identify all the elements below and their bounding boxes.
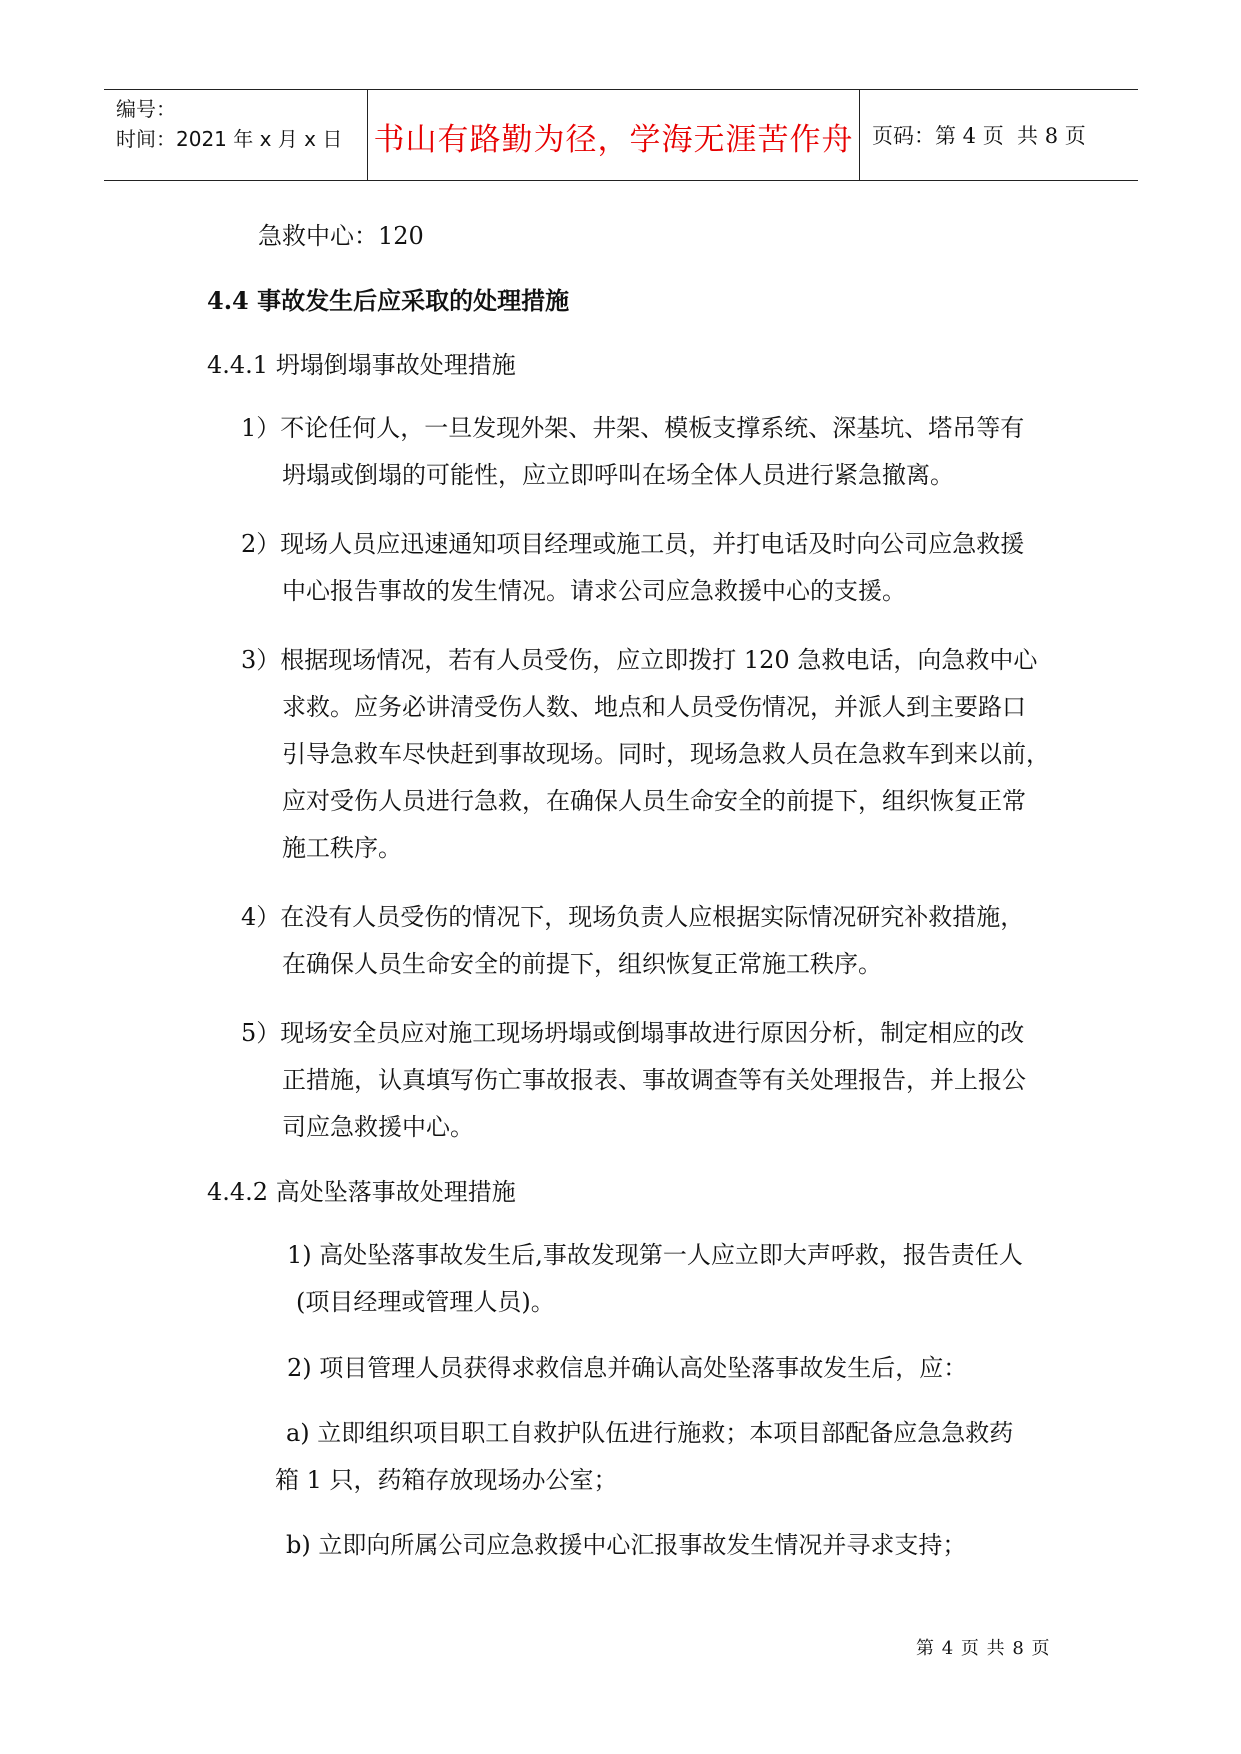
text-line: 3）根据现场情况，若有人员受伤，应立即拨打 120 急救电话，向急救中心 — [241, 646, 1038, 674]
text-line: 2）现场人员应迅速通知项目经理或施工员，并打电话及时向公司应急救援 — [241, 530, 1025, 558]
text-line: 2) 项目管理人员获得求救信息并确认高处坠落事故发生后，应： — [287, 1354, 968, 1382]
text-line: b) 立即向所属公司应急救援中心汇报事故发生情况并寻求支持； — [286, 1531, 967, 1559]
document-number-label: 编号： — [116, 97, 176, 121]
header-info — [104, 90, 368, 180]
text-line: 4）在没有人员受伤的情况下，现场负责人应根据实际情况研究补救措施， — [241, 903, 1025, 931]
text-line: 5）现场安全员应对施工现场坍塌或倒塌事故进行原因分析，制定相应的改 — [241, 1019, 1025, 1047]
text-line: 坍塌或倒塌的可能性，应立即呼叫在场全体人员进行紧急撤离。 — [282, 461, 954, 489]
subsection-heading: 4.4.1 坍塌倒塌事故处理措施 — [207, 351, 516, 379]
subsection-heading: 4.4.2 高处坠落事故处理措施 — [207, 1178, 516, 1206]
text-line: a) 立即组织项目职工自救护队伍进行施救；本项目部配备应急急救药 — [286, 1419, 1014, 1447]
text-line: (项目经理或管理人员)。 — [296, 1288, 555, 1316]
text-line: 施工秩序。 — [282, 834, 402, 862]
text-line: 引导急救车尽快赶到事故现场。同时，现场急救人员在急救车到来以前， — [282, 740, 1050, 768]
text-line: 中心报告事故的发生情况。请求公司应急救援中心的支援。 — [282, 577, 906, 605]
motto-text: 书山有路勤为径，学海无涯苦作舟 — [373, 121, 854, 158]
header-motto — [368, 90, 860, 180]
text-line: 应对受伤人员进行急救，在确保人员生命安全的前提下，组织恢复正常 — [282, 787, 1026, 815]
section-heading: 4.4 事故发生后应采取的处理措施 — [207, 286, 570, 315]
text-line: 司应急救援中心。 — [282, 1113, 474, 1141]
text-line: 箱 1 只，药箱存放现场办公室； — [275, 1466, 618, 1494]
text-line: 在确保人员生命安全的前提下，组织恢复正常施工秩序。 — [282, 950, 882, 978]
text-line: 1）不论任何人，一旦发现外架、井架、模板支撑系统、深基坑、塔吊等有 — [241, 414, 1025, 442]
text-line: 1) 高处坠落事故发生后,事故发现第一人应立即大声呼救，报告责任人 — [287, 1241, 1023, 1269]
page-footer: 第 4 页 共 8 页 — [916, 1638, 1051, 1659]
header-page-info — [860, 90, 1138, 180]
text-line: 急救中心：120 — [258, 222, 424, 250]
text-line: 求救。应务必讲清受伤人数、地点和人员受伤情况，并派人到主要路口 — [282, 693, 1026, 721]
page-header — [104, 89, 1138, 181]
document-time-label: 时间：2021 年 x 月 x 日 — [116, 127, 343, 151]
text-line: 正措施，认真填写伤亡事故报表、事故调查等有关处理报告，并上报公 — [282, 1066, 1026, 1094]
header-page-label: 页码：第 4 页 共 8 页 — [872, 124, 1086, 148]
